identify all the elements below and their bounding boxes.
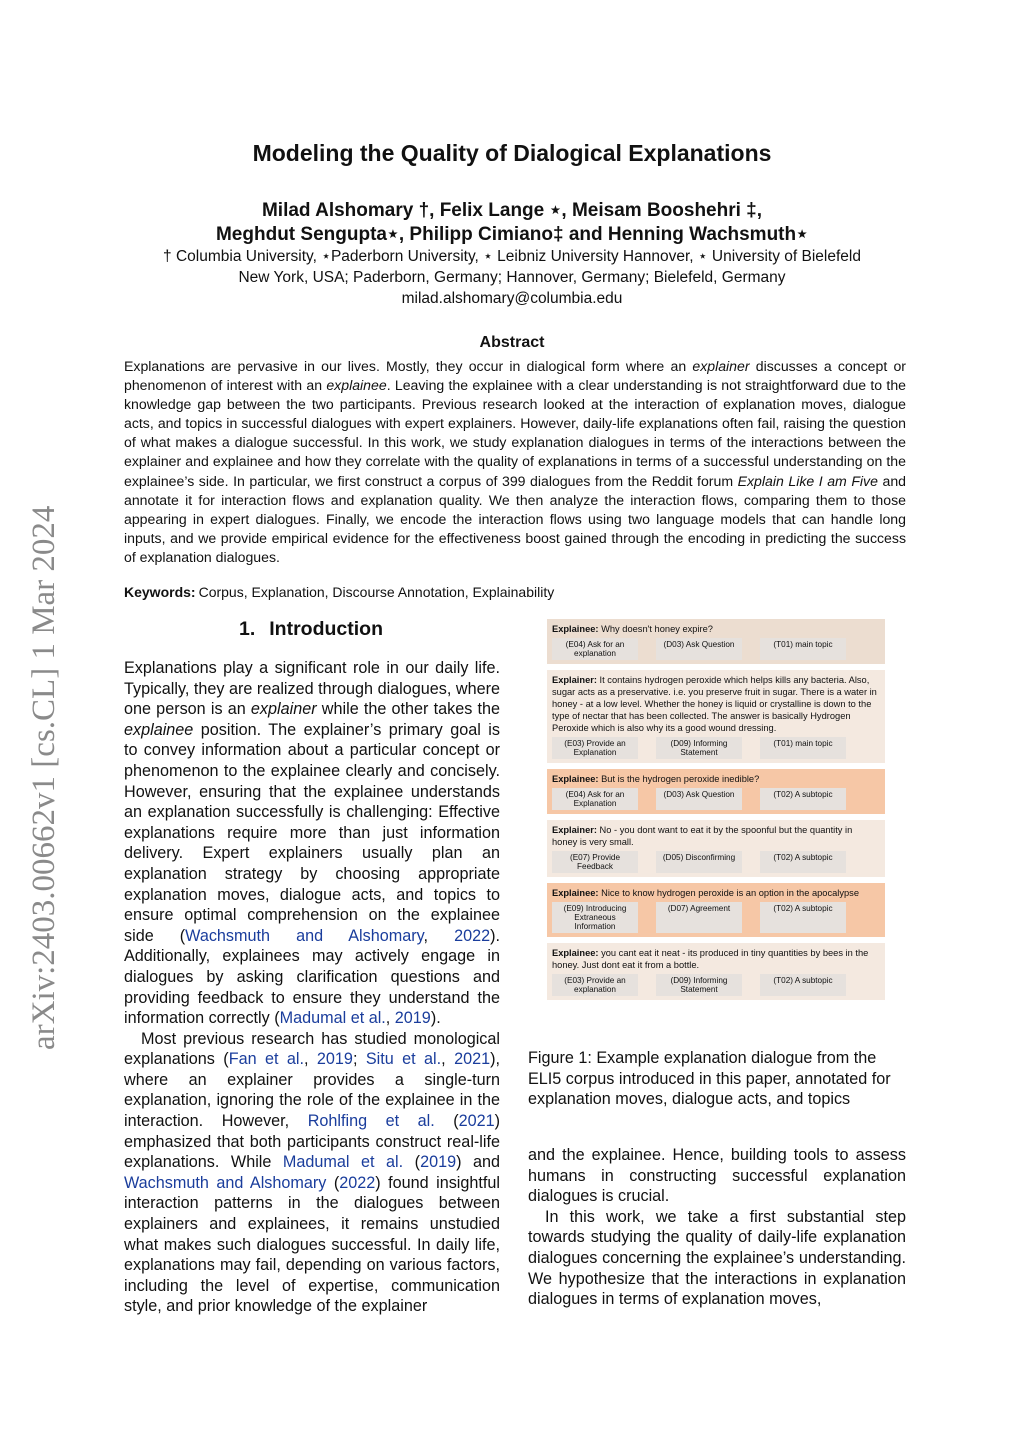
section-title: Introduction [269,618,383,640]
annotation-label: (D09) Informing Statement [656,737,742,759]
intro-paragraph-2: Most previous research has studied monological explanations (Fan et al., 2019; Situ et al., 2021), where an explainer provides a single-turn explanation, ignoring the role of the explainee in the interaction. However, Rohlfing et al. (2021) emphasized that both participants construct real-life explanations. While Madumal et al. (2019) and Wachsmuth and Alshomary (2022) found insightful interaction patterns in the dialogues between explainers and explainees, it remains unstudied what makes such dialogues successful. In daily life, explanations may fail, depending on various factors, including the level of expertise, communication style, and prior knowledge of the explainer [124,1029,501,1316]
citation-year-link[interactable]: 2022 [339,1173,376,1192]
citation-year-link[interactable]: 2021 [454,1050,491,1069]
annotation-label: (D03) Ask Question [656,788,742,810]
citation-year-link[interactable]: 2019 [420,1153,457,1172]
annotation-label: (T01) main topic [760,737,846,759]
annotation-label: (E09) Introducing Extraneous Information [552,902,638,933]
keywords [124,584,554,600]
citation-link[interactable]: Madumal et al. [282,1153,404,1172]
affiliation-line-1: † Columbia University, ⋆Paderborn University, ⋆ Leibniz University Hannover, ⋆ University of Bielefeld [163,248,861,265]
intro-paragraph-1: Explanations play a significant role in our daily life. Typically, they are realized through dialogues, where one person is an explainer while the other takes the explainee position. The explainer’s primary goal is to convey information about a particular concept or phenomenon to the explainee clearly and concisely. However, ensuring that the explainee understands an explanation successfully is challenging: Effective explanations require more than just information delivery. Expert explainers usually plan an explanation strategy by choosing appropriate explanation moves, dialogue acts, and topics to ensure optimal comprehension on the explainee side (Wachsmuth and Alshomary, 2022). Additionally, explainees may actively engage in dialogues by asking clarification questions and providing feedback to ensure they understand the information correctly (Madumal et al., 2019). [124,659,500,1028]
abstract-body: Explanations are pervasive in our lives. Mostly, they occur in dialogical form where an explainer discusses a concept or phenomenon of interest with an explainee. Leaving the explainee with a clear understanding is not straightforward due to the knowledge gap between the two participants. Previous research looked at the interaction of explanation moves, dialogue acts, and topics in successful dialogues with expert explainers. However, daily-life explanations often fail, raising the question of what makes a dialogue successful. In this work, we study explanation dialogues in terms of the interactions between the explainer and explainee and how they correlate with the quality of explanations in terms of a successful understanding on the explainee’s side. In particular, we first construct a corpus of 399 dialogues from the Reddit forum Explain Like I am Five and annotate it for interaction flows and explanation quality. We then analyze the interaction flows, comparing them to those appearing in expert dialogues. Finally, we encode the interaction flows using two language models that can handle long inputs, and we provide empirical evidence for the effectiveness boost gained through the encoding in predicting the success of explanation dialogues. [124,358,907,565]
citation-link[interactable]: Wachsmuth and Alshomary [124,1173,327,1192]
dialogue-turn: Explainee: you cant eat it neat - its produced in tiny quantities by bees in the honey. Just dont eat it from a bottle. (E03) Provide an explanation (D09) Informing Statement (T02) A subtopic [547,943,885,1000]
intro-right-paragraph-1: and the explainee. Hence, building tools to assess humans in constructing successful explanation dialogues is crucial. [528,1146,906,1206]
dialogue-turn: Explainee: But is the hydrogen peroxide inedible? (E04) Ask for an Explanation (D03) Ask Question (T02) A subtopic [547,769,885,814]
arxiv-identifier: arXiv:2403.00662v1 [cs.CL] 1 Mar 2024 [26,505,62,1050]
figure-1-dialogue [547,619,885,1006]
section-heading-introduction [124,618,498,641]
abstract-forum-name: Explain Like I am Five [737,472,878,489]
annotation-label: (T01) main topic [760,638,846,660]
annotation-label: (T02) A subtopic [760,902,846,933]
dialogue-turn: Explainee: Nice to know hydrogen peroxide is an option in the apocalypse (E09) Introducing Extraneous Information (D07) Agreement (T02) A subtopic [547,883,885,937]
intro-right-paragraph-2: In this work, we take a first substantial step towards studying the quality of daily-life explanation dialogues concerning the explainee’s understanding. We hypothesize that the interactions in explanation dialogues in terms of explanation moves, [528,1207,906,1309]
introduction-left-column [124,658,500,1317]
annotation-label: (D07) Agreement [656,902,742,933]
introduction-right-column [528,1145,906,1310]
annotation-label: (E03) Provide an explanation [552,974,638,996]
authors-line-2: Meghdut Sengupta⋆, Philipp Cimiano‡ and Henning Wachsmuth⋆ [215,224,809,245]
annotation-label: (T02) A subtopic [760,788,846,810]
author-list [0,199,1024,247]
keywords-label: Keywords: [124,584,196,600]
arxiv-identifier-stamp [8,460,68,1050]
authors-line-1: Milad Alshomary †, Felix Lange ⋆, Meisam Booshehri ‡, [261,200,763,221]
dialogue-turn: Explainee: Why doesn't honey expire? (E04) Ask for an explanation (D03) Ask Question (T01) main topic [547,619,885,664]
dialogue-turn: Explainer: It contains hydrogen peroxide which helps kills any bacteria. Also, sugar acts as a preservative. i.e. you preserve fruit in sugar. There is a water in honey - at a low level. Whether the honey is liquid or crystalline is down to the type of nectar that has been collected. The answer is basically Hydrogen Peroxide which is also why its a good wound dressing. (E03) Provide an Explanation (D09) Informing Statement (T01) main topic [547,670,885,763]
annotation-label: (T02) A subtopic [760,974,846,996]
annotation-label: (D05) Disconfirming [656,851,742,873]
abstract-emphasis-explainee: explainee [326,377,387,394]
citation-year-link[interactable]: 2022 [454,926,491,945]
citation-year-link[interactable]: 2019 [394,1009,431,1028]
annotation-label: (E04) Ask for an explanation [552,638,638,660]
citation-link[interactable]: Rohlfing et al. [307,1112,435,1131]
annotation-label: (E07) Provide Feedback [552,851,638,873]
paper-title: Modeling the Quality of Dialogical Explanations [252,140,772,166]
affiliation-line-2: New York, USA; Paderborn, Germany; Hannover, Germany; Bielefeld, Germany [238,269,786,286]
citation-link[interactable]: Madumal et al. [279,1009,386,1028]
annotation-label: (D09) Informing Statement [656,974,742,996]
annotation-label: (T02) A subtopic [760,851,846,873]
citation-link[interactable]: Situ et al. [365,1050,442,1069]
section-number: 1. [239,618,256,640]
contact-email[interactable]: milad.alshomary@columbia.edu [401,290,623,307]
keywords-text: Corpus, Explanation, Discourse Annotation, Explainability [198,584,555,600]
affiliations [0,246,1024,309]
citation-link[interactable]: Fan et al. [228,1050,305,1069]
annotation-label: (D03) Ask Question [656,638,742,660]
citation-link[interactable]: Wachsmuth and Alshomary [185,926,424,945]
abstract-emphasis-explainer: explainer [692,358,750,374]
citation-year-link[interactable]: 2019 [316,1050,353,1069]
citation-year-link[interactable]: 2021 [458,1112,495,1131]
annotation-label: (E04) Ask for an Explanation [552,788,638,810]
dialogue-turn: Explainer: No - you dont want to eat it by the spoonful but the quantity in honey is very small. (E07) Provide Feedback (D05) Disconfirming (T02) A subtopic [547,820,885,877]
annotation-label: (E03) Provide an Explanation [552,737,638,759]
abstract-heading: Abstract [479,334,545,351]
figure-1-caption: Figure 1: Example explanation dialogue from the ELI5 corpus introduced in this paper, annotated for explanation moves, dialogue acts, and topics [528,1049,891,1109]
